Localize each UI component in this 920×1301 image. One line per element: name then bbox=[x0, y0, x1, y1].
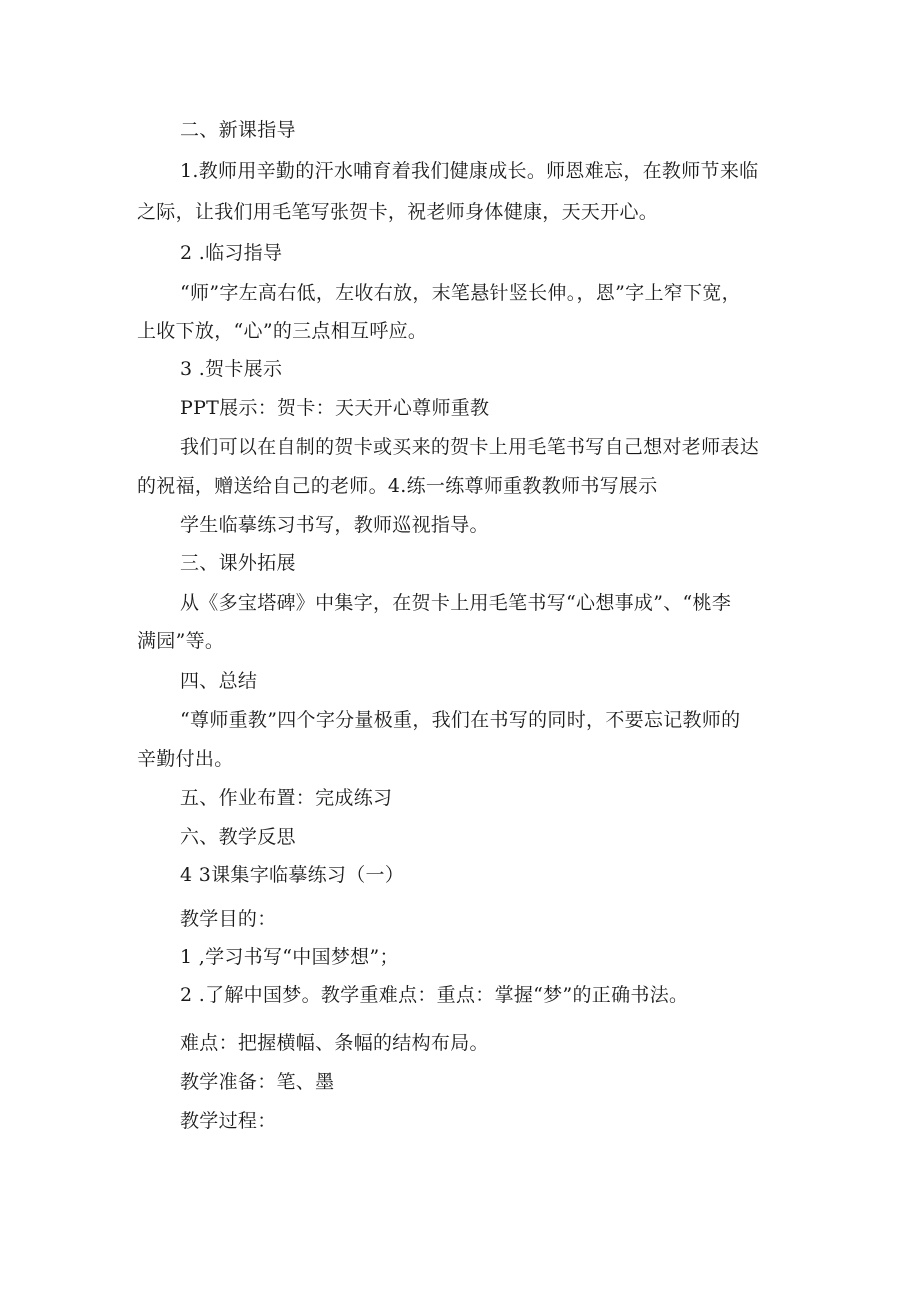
paragraph-line: 满园”等。 bbox=[137, 630, 225, 652]
paragraph-line: 1.教师用辛勤的汗水哺育着我们健康成长。师恩难忘，在教师节来临 bbox=[180, 160, 759, 182]
lesson-title: 4 3课集字临摹练习（一） bbox=[180, 864, 405, 886]
paragraph-line: 难点：把握横幅、条幅的结构布局。 bbox=[180, 1032, 489, 1054]
paragraph-line: 辛勤付出。 bbox=[137, 748, 234, 770]
paragraph-line: PPT展示：贺卡：天天开心尊师重教 bbox=[180, 397, 490, 419]
paragraph-line: 的祝福，赠送给自己的老师。4.练一练尊师重教教师书写展示 bbox=[137, 475, 658, 497]
paragraph-line: “师”字左高右低，左收右放，末笔悬针竖长伸。，恩”字上窄下宽， bbox=[180, 282, 741, 304]
subheading-objectives: 教学目的： bbox=[180, 908, 277, 930]
section-heading-reflection: 六、教学反思 bbox=[180, 826, 296, 848]
subheading-card-display: 3 .贺卡展示 bbox=[180, 358, 283, 380]
subheading-copy-guidance: 2 .临习指导 bbox=[180, 242, 283, 264]
paragraph-line: 之际，让我们用毛笔写张贺卡，祝老师身体健康，天天开心。 bbox=[137, 201, 659, 223]
paragraph-line: 教学准备：笔、墨 bbox=[180, 1071, 335, 1093]
paragraph-line: 学生临摹练习书写，教师巡视指导。 bbox=[180, 514, 489, 536]
section-heading-homework: 五、作业布置：完成练习 bbox=[180, 787, 393, 809]
paragraph-line: “尊师重教”四个字分量极重，我们在书写的同时，不要忘记教师的 bbox=[180, 709, 741, 731]
section-heading-extension: 三、课外拓展 bbox=[180, 552, 296, 574]
section-heading-summary: 四、总结 bbox=[180, 670, 258, 692]
list-item: 1 ,学习书写“中国梦想”； bbox=[180, 946, 399, 968]
section-heading-new-lesson: 二、新课指导 bbox=[180, 119, 296, 141]
list-item: 2 .了解中国梦。教学重难点：重点：掌握“梦”的正确书法。 bbox=[180, 984, 689, 1006]
paragraph-line: 上收下放，“心”的三点相互呼应。 bbox=[137, 320, 428, 342]
subheading-process: 教学过程： bbox=[180, 1110, 277, 1132]
paragraph-line: 我们可以在自制的贺卡或买来的贺卡上用毛笔书写自己想对老师表达 bbox=[180, 436, 760, 458]
paragraph-line: 从《多宝塔碑》中集字，在贺卡上用毛笔书写“心想事成”、“桃李 bbox=[180, 592, 732, 614]
